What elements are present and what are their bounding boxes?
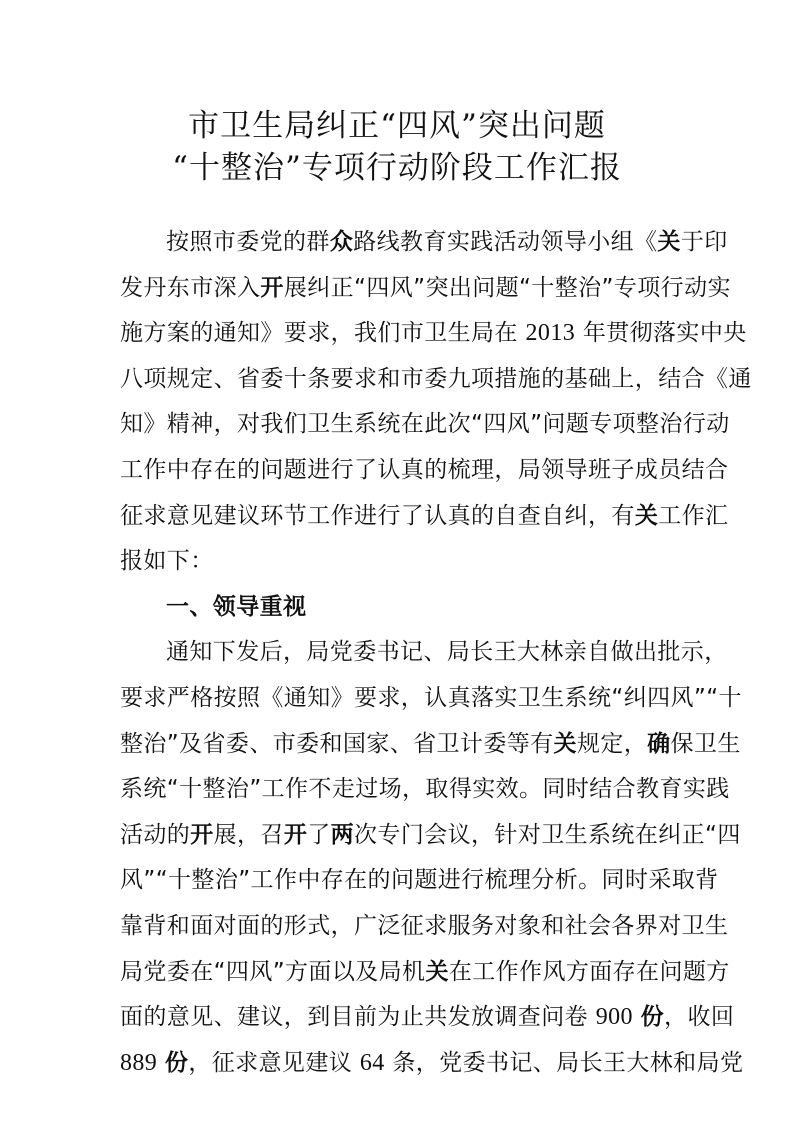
body-text-line [120, 546, 680, 576]
text-run: 局党委在“四风”方面以及局机 [120, 958, 426, 985]
text-run: 活动的 [120, 821, 191, 848]
text-run: 展纠正“四风”突出问题“十整治”专项行动实 [283, 274, 731, 301]
text-run: 风”“十整治”工作中存在的问题进行梳理分析。同时采取背 [120, 867, 719, 894]
text-run: 2013 [525, 320, 576, 347]
body-text-line [120, 1048, 744, 1078]
text-run: 要求严格按照《通知》要求，认真落实卫生系统“纠四风”“十 [120, 685, 742, 711]
text-run: 条，党委书记、局长王大林和局党 [384, 1049, 744, 1076]
text-run: 工作中存在的问题进行了认真的梳理，局领导班子成员结合 [120, 457, 729, 483]
text-run: 施方案的通知》要求，我们市卫生局在 [120, 320, 526, 347]
text-run: 按照市委党的群 [166, 229, 330, 255]
text-run: 整治”及省委、市委和国家、省卫计委等有 [120, 730, 554, 757]
text-run: 知》精神，对我们卫生系统在此次“四风”问题专项整治行动 [120, 411, 730, 438]
document-title-line-1: 市卫生局纠正“四风”突出问题 [188, 108, 606, 144]
body-text-line [120, 957, 730, 987]
body-text-line [166, 227, 726, 257]
bold-text-run: 关 [425, 958, 449, 985]
text-run: 于印 [680, 229, 728, 255]
body-text-line [120, 1002, 735, 1032]
text-run: 通知下发后，局党委书记、局长王大林亲自做出批示， [166, 639, 728, 666]
text-run: ，收回 [664, 1004, 735, 1031]
text-run: 发丹东市深入 [120, 274, 261, 301]
text-run: 面的意见、建议，到目前为止共发放调查问卷 [120, 1004, 596, 1031]
body-text-line [120, 501, 729, 531]
text-run: 年贯彻落实中央 [575, 320, 747, 347]
bold-text-run: 两 [330, 821, 355, 848]
bold-text-run: 一、领导重视 [166, 593, 307, 620]
body-text-line [120, 865, 719, 895]
text-run: 征求意见建议环节工作进行了认真的自查自纠，有 [120, 502, 635, 529]
text-run: 路线教育实践活动领导小组《 [353, 229, 658, 255]
text-run: 在工作作风方面存在问题方 [448, 958, 730, 985]
text-run [157, 1050, 165, 1076]
text-run: 889 [120, 1049, 158, 1076]
body-text-line [120, 409, 730, 439]
body-text-line [120, 911, 729, 941]
text-run: 工作汇 [658, 502, 729, 529]
bold-text-run: 份 [164, 1049, 189, 1076]
body-text-line [120, 774, 730, 804]
bold-text-run: 开 [283, 821, 308, 848]
text-run: 报如下： [120, 548, 214, 575]
body-text-line [120, 318, 747, 348]
body-text-line [120, 273, 731, 303]
text-run: 系统“十整治”工作不走过场，取得实效。同时结合教育实践 [120, 776, 730, 803]
bold-text-run: 份 [640, 1004, 665, 1031]
bold-text-run: 开 [260, 274, 284, 301]
bold-text-run: 关 [553, 730, 577, 757]
bold-text-run: 开 [190, 821, 214, 848]
body-text-line [120, 364, 752, 394]
text-run: 规定， [576, 730, 648, 757]
bold-text-run: 关 [634, 502, 659, 529]
body-text-line [120, 729, 741, 759]
text-run: ，征求意见建议 [188, 1049, 360, 1076]
body-text-line [166, 637, 726, 667]
text-run: 靠背和面对面的形式，广泛征求服务对象和社会各界对卫生 [120, 913, 729, 939]
text-run [633, 1004, 641, 1030]
section-heading [166, 592, 726, 622]
document-title-line-2: “十整治”专项行动阶段工作汇报 [172, 150, 622, 186]
text-run: 了 [307, 821, 331, 848]
bold-text-run: 关 [657, 229, 681, 255]
text-run: 次专门会议，针对卫生系统在纠正“四 [354, 821, 741, 848]
text-run: 展，召 [213, 821, 284, 848]
body-text-line [120, 683, 742, 713]
body-text-line [120, 820, 741, 850]
text-run: 八项规定、省委十条要求和市委九项措施的基础上，结合《通 [120, 365, 752, 392]
text-run: 保卫生 [670, 730, 741, 757]
bold-text-run: 众 [329, 229, 354, 255]
text-run: 64 [359, 1049, 385, 1076]
text-run: 900 [595, 1004, 633, 1031]
bold-text-run: 确 [647, 730, 671, 757]
body-text-line [120, 455, 729, 485]
